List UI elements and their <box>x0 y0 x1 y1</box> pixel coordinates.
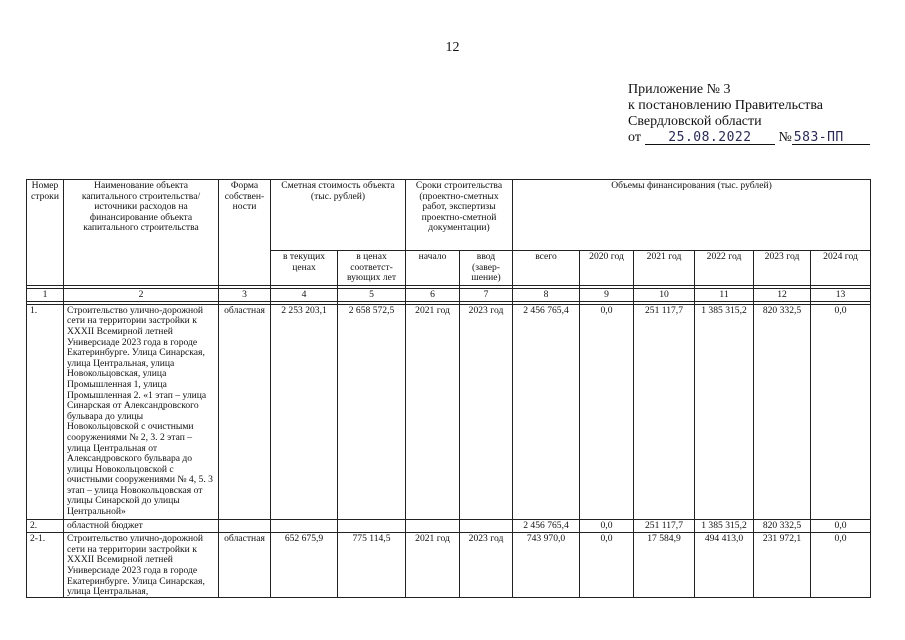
header-row-1 <box>27 180 871 251</box>
column-number: 6 <box>406 288 460 301</box>
column-number: 3 <box>219 288 271 301</box>
cost-current <box>271 519 338 533</box>
appendix-title: Приложение № 3 <box>628 82 731 97</box>
object-name: Строительство улично-дорожной сети на территории застройки к XXXII Всемирной летней Универсиаде 2023 года в городе Екатеринбурге. Улица Синарская, улица Центральная, <box>67 534 205 597</box>
ownership: областная <box>219 304 271 519</box>
header-terms-group: Сроки строительства (проектно-сметных работ, экспертизы проектно-сметной документации) <box>406 180 513 251</box>
total: 2 456 765,4 <box>513 304 580 519</box>
start-year: 2021 год <box>406 533 460 598</box>
column-number: 12 <box>754 288 811 301</box>
table-row <box>27 304 871 519</box>
appendix-authority: Свердловской области <box>628 114 762 129</box>
header-cost-group: Сметная стоимость объекта (тыс. рублей) <box>271 180 406 251</box>
from-label: от <box>628 130 641 145</box>
funding-2021: 251 117,7 <box>634 519 695 533</box>
ownership: областная <box>219 533 271 598</box>
funding-2024: 0,0 <box>811 519 871 533</box>
column-number: 1 <box>27 288 64 301</box>
column-number: 11 <box>695 288 754 301</box>
resolution-number: 583-ПП <box>792 131 870 145</box>
header-start: начало <box>406 251 460 286</box>
header-end: ввод (завер-шение) <box>460 251 513 286</box>
header-funding-group: Объемы финансирования (тыс. рублей) <box>513 180 871 251</box>
column-number: 10 <box>634 288 695 301</box>
funding-2020: 0,0 <box>580 304 634 519</box>
funding-table <box>26 179 871 598</box>
end-year: 2023 год <box>460 533 513 598</box>
object-name: областной бюджет <box>64 519 219 533</box>
table-row <box>27 519 871 533</box>
column-number: 9 <box>580 288 634 301</box>
column-number: 8 <box>513 288 580 301</box>
header-total: всего <box>513 251 580 286</box>
header-object-name: Наименование объекта капитального строительства/ источники расходов на финансирование объекта капитального строительства <box>64 180 219 286</box>
page-number: 12 <box>445 40 460 55</box>
cost-years: 2 658 572,5 <box>338 304 406 519</box>
cost-current: 2 253 203,1 <box>271 304 338 519</box>
object-name: Строительство улично-дорожной сети на территории застройки к XXXII Всемирной летней Универсиаде 2023 года в городе Екатеринбурге. Улица Синарская, улица Центральная, улица Новокольцовская, улица Промышленная 1, улица Промышленная 2. «1 этап – улица Синарская от Александровского бульвара до улицы Новокольцовской с очистными сооружениями № 2, 3. 2 этап – улица Центральная от Александровского бульвара до улицы Новокольцовской с очистными сооружениями № 4, 5. 3 этап – улица Новокольцовская от улицы Синарской до улицы Центральной» <box>64 304 219 519</box>
resolution-date: 25.08.2022 <box>645 131 775 145</box>
table-row <box>27 533 871 598</box>
column-number: 2 <box>64 288 219 301</box>
funding-2023: 820 332,5 <box>754 304 811 519</box>
appendix-resolution: к постановлению Правительства <box>628 98 824 113</box>
end-year <box>460 519 513 533</box>
appendix-block <box>628 82 870 146</box>
funding-2022: 1 385 315,2 <box>695 519 754 533</box>
funding-2022: 494 413,0 <box>695 533 754 598</box>
funding-2024: 0,0 <box>811 304 871 519</box>
column-number: 13 <box>811 288 871 301</box>
total: 2 456 765,4 <box>513 519 580 533</box>
funding-2022: 1 385 315,2 <box>695 304 754 519</box>
funding-2023: 231 972,1 <box>754 533 811 598</box>
funding-2021: 251 117,7 <box>634 304 695 519</box>
header-2022: 2022 год <box>695 251 754 286</box>
row-num: 1. <box>27 304 64 519</box>
column-number: 7 <box>460 288 513 301</box>
cost-current: 652 675,9 <box>271 533 338 598</box>
funding-2023: 820 332,5 <box>754 519 811 533</box>
header-cost-current: в текущих ценах <box>271 251 338 286</box>
header-2020: 2020 год <box>580 251 634 286</box>
column-numbers-row <box>27 288 871 301</box>
funding-2020: 0,0 <box>580 533 634 598</box>
header-2023: 2023 год <box>754 251 811 286</box>
cost-years: 775 114,5 <box>338 533 406 598</box>
appendix-signature-line <box>628 130 870 146</box>
end-year: 2023 год <box>460 304 513 519</box>
funding-2021: 17 584,9 <box>634 533 695 598</box>
start-year <box>406 519 460 533</box>
header-2021: 2021 год <box>634 251 695 286</box>
header-row-num: Номер строки <box>27 180 64 286</box>
row-num: 2. <box>27 519 64 533</box>
number-label: № <box>778 130 792 145</box>
column-number: 4 <box>271 288 338 301</box>
header-ownership: Форма собствен-ности <box>219 180 271 286</box>
row-num: 2-1. <box>27 533 64 598</box>
header-cost-years: в ценах соответст-вующих лет <box>338 251 406 286</box>
column-number: 5 <box>338 288 406 301</box>
header-2024: 2024 год <box>811 251 871 286</box>
funding-2024: 0,0 <box>811 533 871 598</box>
total: 743 970,0 <box>513 533 580 598</box>
funding-2020: 0,0 <box>580 519 634 533</box>
start-year: 2021 год <box>406 304 460 519</box>
ownership <box>219 519 271 533</box>
cost-years <box>338 519 406 533</box>
object-name-cell <box>64 533 219 598</box>
